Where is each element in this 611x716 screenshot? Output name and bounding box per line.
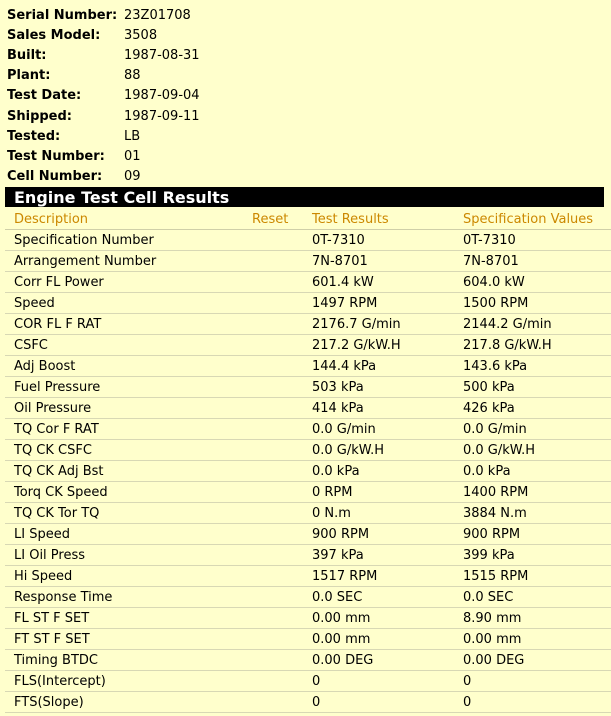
cell-description: FLS(Intercept) bbox=[5, 671, 252, 692]
cell-reset bbox=[252, 461, 312, 482]
section-title: Engine Test Cell Results bbox=[14, 187, 230, 207]
cell-test-result: 601.4 kW bbox=[312, 272, 463, 293]
info-value: 1987-09-04 bbox=[124, 88, 200, 104]
cell-spec-value: 0.00 DEG bbox=[463, 650, 611, 671]
cell-test-result: 0 N.m bbox=[312, 503, 463, 524]
info-row bbox=[7, 167, 200, 187]
info-value: 23Z01708 bbox=[124, 7, 191, 23]
col-header-test-results: Test Results bbox=[312, 209, 463, 230]
cell-test-result: 7N-8701 bbox=[312, 251, 463, 272]
table-row bbox=[5, 692, 611, 713]
cell-spec-value: 399 kPa bbox=[463, 545, 611, 566]
table-row bbox=[5, 671, 611, 692]
table-row bbox=[5, 503, 611, 524]
info-value: 88 bbox=[124, 68, 141, 84]
cell-description: Adj Boost bbox=[5, 356, 252, 377]
cell-test-result: 503 kPa bbox=[312, 377, 463, 398]
table-row bbox=[5, 566, 611, 587]
info-row bbox=[7, 45, 200, 65]
cell-description: LI Speed bbox=[5, 524, 252, 545]
cell-spec-value: 0 bbox=[463, 692, 611, 713]
cell-test-result: 144.4 kPa bbox=[312, 356, 463, 377]
cell-reset bbox=[252, 293, 312, 314]
cell-test-result: 900 RPM bbox=[312, 524, 463, 545]
info-row bbox=[7, 66, 200, 86]
cell-spec-value: 8.90 mm bbox=[463, 608, 611, 629]
cell-test-result: 0T-7310 bbox=[312, 230, 463, 251]
cell-test-result: 0.00 mm bbox=[312, 608, 463, 629]
cell-reset bbox=[252, 251, 312, 272]
table-row bbox=[5, 335, 611, 356]
table-row bbox=[5, 482, 611, 503]
table-row bbox=[5, 356, 611, 377]
cell-reset bbox=[252, 524, 312, 545]
cell-test-result: 397 kPa bbox=[312, 545, 463, 566]
section-title-bar bbox=[5, 187, 604, 207]
cell-spec-value: 604.0 kW bbox=[463, 272, 611, 293]
table-row bbox=[5, 272, 611, 293]
info-row bbox=[7, 126, 200, 146]
cell-reset bbox=[252, 650, 312, 671]
table-row bbox=[5, 230, 611, 251]
cell-spec-value: 0T-7310 bbox=[463, 230, 611, 251]
cell-reset bbox=[252, 419, 312, 440]
cell-reset bbox=[252, 692, 312, 713]
cell-description: FTS(Slope) bbox=[5, 692, 252, 713]
cell-spec-value: 217.8 G/kW.H bbox=[463, 335, 611, 356]
cell-reset bbox=[252, 587, 312, 608]
cell-description: TQ CK CSFC bbox=[5, 440, 252, 461]
cell-reset bbox=[252, 482, 312, 503]
col-header-description: Description bbox=[5, 209, 252, 230]
table-row bbox=[5, 461, 611, 482]
table-row bbox=[5, 587, 611, 608]
cell-reset bbox=[252, 503, 312, 524]
cell-description: TQ CK Adj Bst bbox=[5, 461, 252, 482]
table-row bbox=[5, 398, 611, 419]
info-label: Tested: bbox=[7, 128, 61, 144]
cell-description: TQ CK Tor TQ bbox=[5, 503, 252, 524]
cell-spec-value: 3884 N.m bbox=[463, 503, 611, 524]
info-row bbox=[7, 25, 200, 45]
cell-reset bbox=[252, 545, 312, 566]
cell-spec-value: 1500 RPM bbox=[463, 293, 611, 314]
cell-spec-value: 143.6 kPa bbox=[463, 356, 611, 377]
cell-spec-value: 0 bbox=[463, 671, 611, 692]
table-row bbox=[5, 440, 611, 461]
info-value: 1987-09-11 bbox=[124, 108, 200, 124]
cell-description: Oil Pressure bbox=[5, 398, 252, 419]
cell-description: FL ST F SET bbox=[5, 608, 252, 629]
cell-description: Speed bbox=[5, 293, 252, 314]
cell-spec-value: 500 kPa bbox=[463, 377, 611, 398]
info-label: Test Number: bbox=[7, 148, 105, 164]
cell-description: LI Oil Press bbox=[5, 545, 252, 566]
cell-spec-value: 426 kPa bbox=[463, 398, 611, 419]
cell-spec-value: 0.0 G/min bbox=[463, 419, 611, 440]
cell-reset bbox=[252, 356, 312, 377]
info-value: 3508 bbox=[124, 27, 158, 43]
cell-test-result: 0.0 G/kW.H bbox=[312, 440, 463, 461]
info-value: 1987-08-31 bbox=[124, 47, 200, 63]
cell-reset bbox=[252, 671, 312, 692]
col-header-reset: Reset bbox=[252, 209, 312, 230]
cell-spec-value: 2144.2 G/min bbox=[463, 314, 611, 335]
table-row bbox=[5, 377, 611, 398]
cell-test-result: 414 kPa bbox=[312, 398, 463, 419]
cell-test-result: 217.2 G/kW.H bbox=[312, 335, 463, 356]
table-row bbox=[5, 629, 611, 650]
cell-spec-value: 7N-8701 bbox=[463, 251, 611, 272]
table-row bbox=[5, 419, 611, 440]
info-label: Shipped: bbox=[7, 108, 73, 124]
cell-test-result: 0.00 DEG bbox=[312, 650, 463, 671]
cell-reset bbox=[252, 440, 312, 461]
cell-spec-value: 1400 RPM bbox=[463, 482, 611, 503]
cell-description: Fuel Pressure bbox=[5, 377, 252, 398]
cell-description: FT ST F SET bbox=[5, 629, 252, 650]
cell-description: TQ Cor F RAT bbox=[5, 419, 252, 440]
cell-description: Arrangement Number bbox=[5, 251, 252, 272]
info-label: Built: bbox=[7, 47, 47, 63]
cell-spec-value: 1515 RPM bbox=[463, 566, 611, 587]
cell-description: Corr FL Power bbox=[5, 272, 252, 293]
cell-reset bbox=[252, 314, 312, 335]
cell-description: CSFC bbox=[5, 335, 252, 356]
cell-test-result: 0.0 kPa bbox=[312, 461, 463, 482]
table-header-row bbox=[5, 209, 611, 230]
cell-reset bbox=[252, 335, 312, 356]
table-row bbox=[5, 524, 611, 545]
cell-reset bbox=[252, 398, 312, 419]
cell-test-result: 1497 RPM bbox=[312, 293, 463, 314]
info-row bbox=[7, 146, 200, 166]
cell-description: Timing BTDC bbox=[5, 650, 252, 671]
cell-test-result: 0.0 SEC bbox=[312, 587, 463, 608]
info-label: Cell Number: bbox=[7, 169, 103, 185]
cell-description: Response Time bbox=[5, 587, 252, 608]
table-row bbox=[5, 251, 611, 272]
table-row bbox=[5, 293, 611, 314]
cell-test-result: 0 RPM bbox=[312, 482, 463, 503]
cell-description: COR FL F RAT bbox=[5, 314, 252, 335]
info-value: 01 bbox=[124, 148, 141, 164]
cell-description: Torq CK Speed bbox=[5, 482, 252, 503]
info-value: LB bbox=[124, 128, 141, 144]
cell-spec-value: 0.0 SEC bbox=[463, 587, 611, 608]
cell-test-result: 0.00 mm bbox=[312, 629, 463, 650]
info-label: Serial Number: bbox=[7, 7, 118, 23]
cell-reset bbox=[252, 566, 312, 587]
cell-test-result: 0.0 G/min bbox=[312, 419, 463, 440]
cell-test-result: 0 bbox=[312, 692, 463, 713]
cell-spec-value: 0.0 G/kW.H bbox=[463, 440, 611, 461]
test-results-table bbox=[5, 209, 611, 713]
cell-description: Specification Number bbox=[5, 230, 252, 251]
info-label: Sales Model: bbox=[7, 27, 101, 43]
info-label: Test Date: bbox=[7, 88, 82, 104]
cell-spec-value: 0.00 mm bbox=[463, 629, 611, 650]
cell-spec-value: 0.0 kPa bbox=[463, 461, 611, 482]
cell-reset bbox=[252, 377, 312, 398]
table-row bbox=[5, 545, 611, 566]
table-row bbox=[5, 650, 611, 671]
engine-info-block bbox=[7, 5, 200, 187]
info-row bbox=[7, 106, 200, 126]
cell-reset bbox=[252, 629, 312, 650]
cell-description: Hi Speed bbox=[5, 566, 252, 587]
cell-spec-value: 900 RPM bbox=[463, 524, 611, 545]
col-header-spec-values: Specification Values bbox=[463, 209, 611, 230]
table-row bbox=[5, 608, 611, 629]
table-row bbox=[5, 314, 611, 335]
cell-reset bbox=[252, 608, 312, 629]
info-label: Plant: bbox=[7, 68, 51, 84]
cell-test-result: 1517 RPM bbox=[312, 566, 463, 587]
cell-reset bbox=[252, 272, 312, 293]
info-row bbox=[7, 5, 200, 25]
info-row bbox=[7, 86, 200, 106]
info-value: 09 bbox=[124, 169, 141, 185]
cell-reset bbox=[252, 230, 312, 251]
cell-test-result: 2176.7 G/min bbox=[312, 314, 463, 335]
cell-test-result: 0 bbox=[312, 671, 463, 692]
